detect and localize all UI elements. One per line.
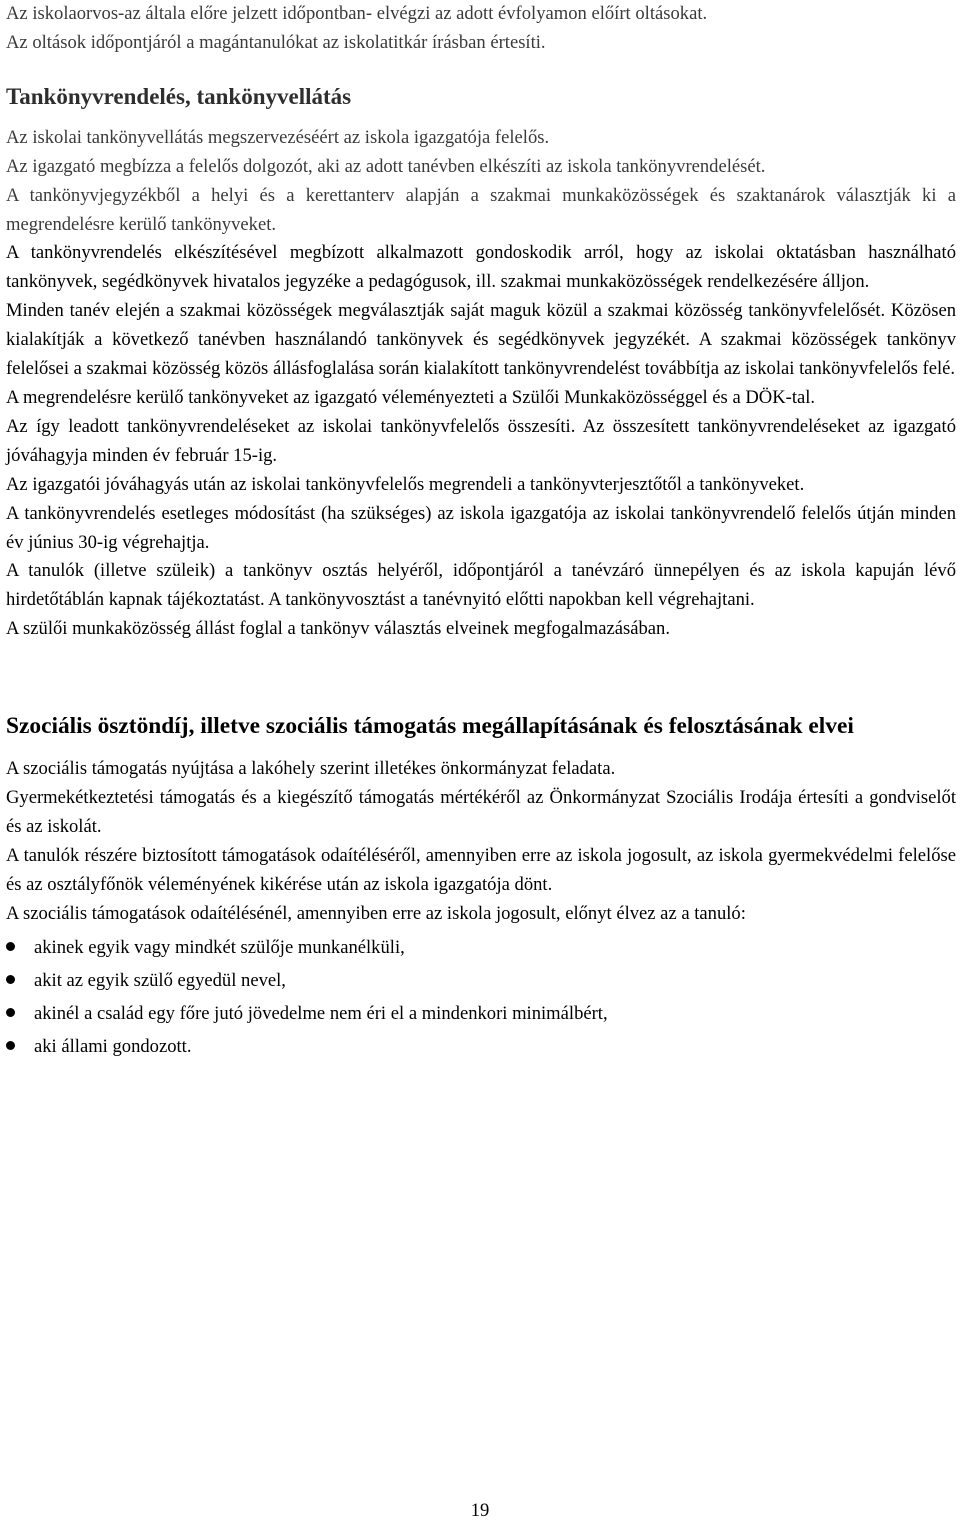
bullet-icon (6, 1008, 15, 1017)
section-title-tankonyvrendeles: Tankönyvrendelés, tankönyvellátás (6, 83, 352, 109)
section-2-body (6, 755, 956, 1062)
paragraph: Az iskolai tankönyvellátás megszervezéséért az iskola igazgatója felelős. (6, 126, 550, 148)
paragraph: Minden tanév elején a szakmai közösségek megválasztják saját maguk közül a szakmai közösség tankönyvfelelősét. Közösen kialakítják a következő tanévben használandó tankönyvek és segédkönyvek jegyzékét. A szakmai közösségek tankönyv felelősei a szakmai közösség közös állásfoglalása során kialakított tankönyvrendelést továbbítja az iskolai tankönyvfelelős felé. (6, 300, 956, 380)
paragraph: A tankönyvjegyzékből a helyi és a kerettanterv alapján a szakmai munkaközösségek és szaktanárok választják ki a megrendelésre kerülő tankönyveket. (6, 184, 956, 235)
bullet-icon (6, 975, 15, 984)
list-item-text: akinél a család egy főre jutó jövedelme nem éri el a mindenkori minimálbért, (34, 1002, 608, 1024)
paragraph: A megrendelésre kerülő tankönyveket az igazgató véleményezteti a Szülői Munkaközösséggel és a DÖK-tal. (6, 386, 816, 408)
list-item (6, 964, 956, 997)
paragraph: Az igazgató megbízza a felelős dolgozót, aki az adott tanévben elkészíti az iskola tankönyvrendelését. (6, 155, 766, 177)
paragraph: A tankönyvrendelés esetleges módosítást (ha szükséges) az iskola igazgatója az iskolai tankönyvrendelő felelős útján minden év június 30-ig végrehajtja. (6, 502, 956, 553)
intro-line-1: Az iskolaorvos-az általa előre jelzett időpontban- elvégzi az adott évfolyamon előírt oltásokat. (6, 3, 708, 24)
paragraph: A szociális támogatás nyújtása a lakóhely szerint illetékes önkormányzat feladata. (6, 758, 616, 780)
paragraph: Gyermekétkeztetési támogatás és a kiegészítő támogatás mértékéről az Önkormányzat Szociális Irodája értesíti a gondviselőt és az iskolát. (6, 787, 956, 837)
bullet-list (6, 931, 956, 1063)
paragraph: A szülői munkaközösség állást foglal a tankönyv választás elveinek megfogalmazásában. (6, 618, 670, 640)
section-1-body (6, 124, 956, 644)
bullet-icon (6, 942, 15, 951)
bullet-icon (6, 1041, 15, 1050)
document-page (6, 0, 956, 1063)
paragraph: Az így leadott tankönyvrendeléseket az iskolai tankönyvfelelős összesíti. Az összesített tankönyvrendeléseket az igazgató jóváhagyja minden év február 15-ig. (6, 415, 956, 466)
page-number: 19 (470, 1500, 490, 1521)
paragraph: A tanulók (illetve szüleik) a tankönyv osztás helyéről, időpontjáról a tanévzáró ünnepélyen és az iskola kapuján lévő hirdetőtáblán kapnak tájékoztatást. A tankönyvosztást a tanévnyitó előtti napokban kell végrehajtani. (6, 560, 956, 611)
list-item (6, 1030, 956, 1063)
paragraph: A tankönyvrendelés elkészítésével megbízott alkalmazott gondoskodik arról, hogy az iskolai oktatásban használható tankönyvek, segédkönyvek hivatalos jegyzéke a pedagógusok, ill. szakmai munkaközösségek rendelkezésére álljon. (6, 242, 956, 293)
list-item-text: akinek egyik vagy mindkét szülője munkanélküli, (34, 936, 405, 958)
intro-line-2: Az oltások időpontjáról a magántanulókat az iskolatitkár írásban értesíti. (6, 31, 546, 53)
paragraph: A szociális támogatások odaítélésénél, amennyiben erre az iskola jogosult, előnyt élvez az a tanuló: (6, 902, 746, 924)
paragraph: Az igazgatói jóváhagyás után az iskolai tankönyvfelelős megrendeli a tankönyvterjesztőtől a tankönyveket. (6, 473, 805, 495)
paragraph: A tanulók részére biztosított támogatások odaítéléséről, amennyiben erre az iskola jogosult, az iskola gyermekvédelmi felelőse és az osztályfőnök véleményének kikérése után az iskola igazgatója dönt. (6, 844, 956, 895)
section-title-szocialis: Szociális ösztöndíj, illetve szociális támogatás megállapításának és felosztásának elvei (6, 713, 854, 740)
list-item-text: akit az egyik szülő egyedül nevel, (34, 969, 286, 991)
list-item-text: aki állami gondozott. (34, 1035, 192, 1057)
list-item (6, 931, 956, 964)
list-item (6, 997, 956, 1030)
